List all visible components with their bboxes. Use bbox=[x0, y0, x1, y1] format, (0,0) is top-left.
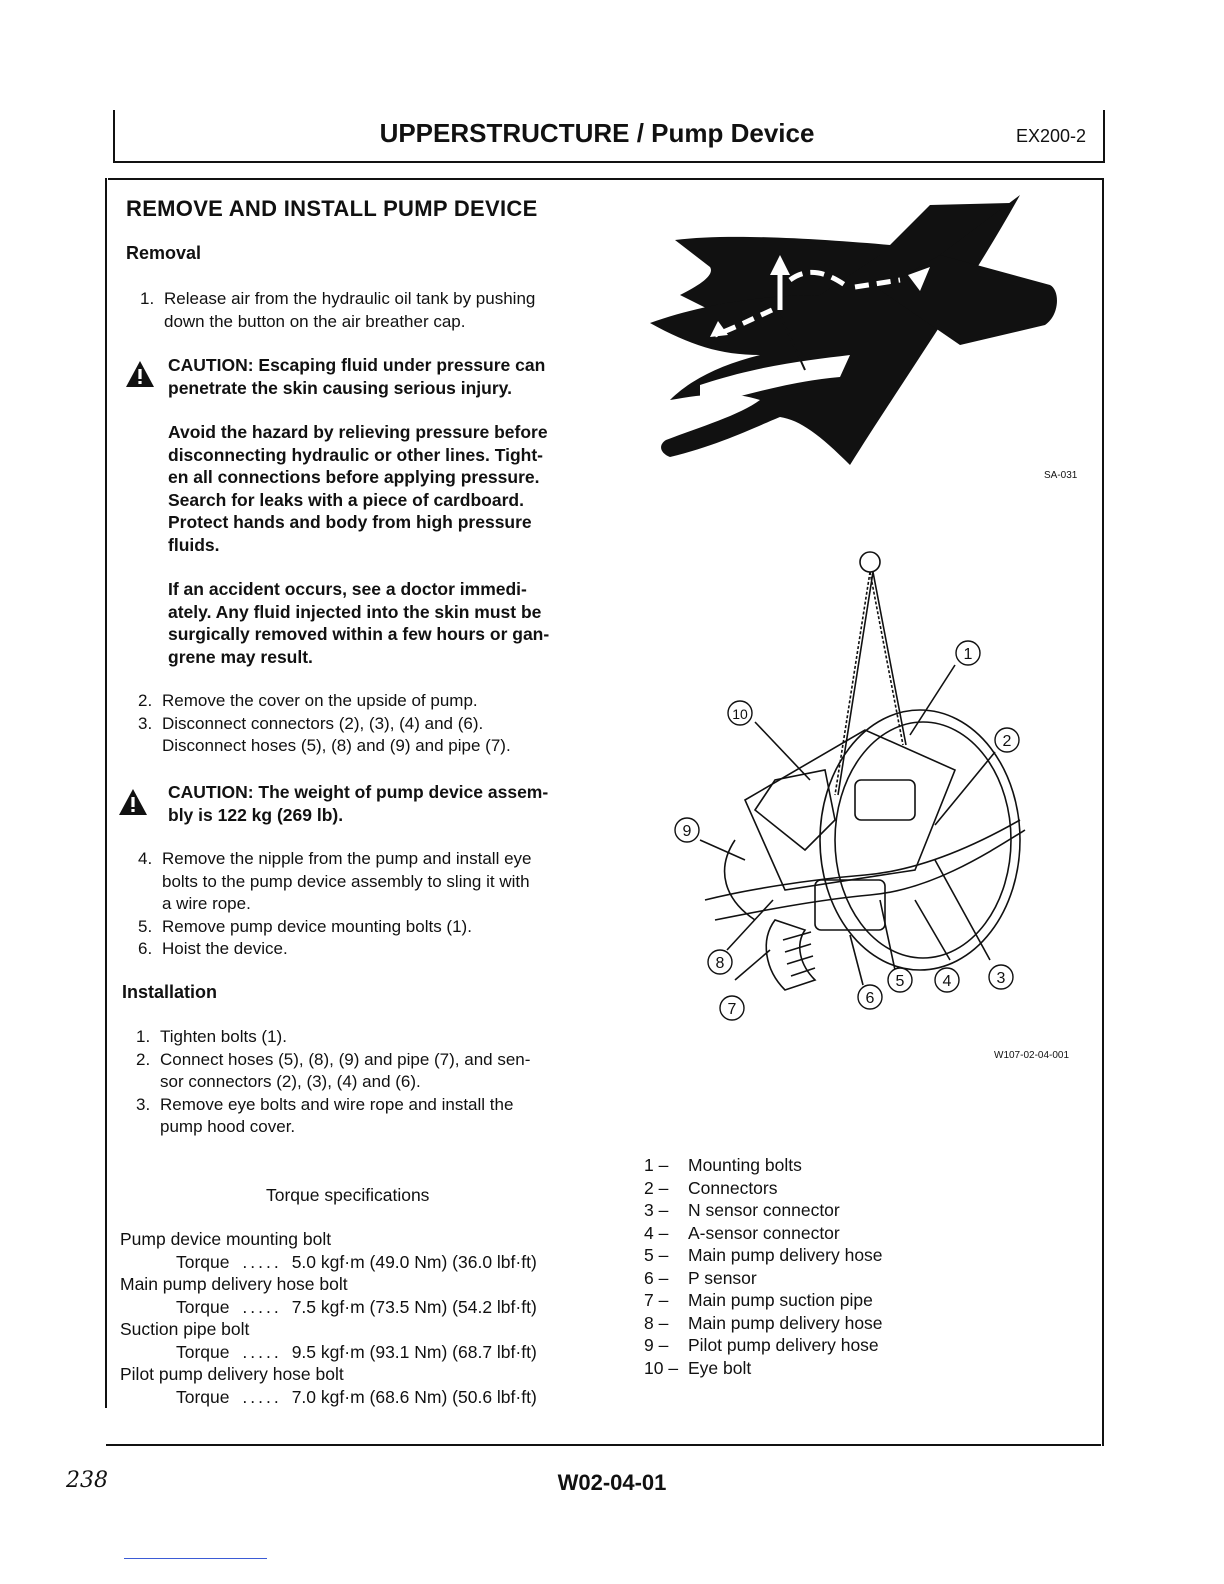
page-title: UPPERSTRUCTURE / Pump Device bbox=[379, 118, 815, 148]
caution-block-2 bbox=[168, 781, 598, 826]
caution-line: grene may result. bbox=[168, 646, 313, 667]
caution-line: bly is 122 kg (269 lb). bbox=[168, 804, 344, 825]
caution-line: Search for leaks with a piece of cardboard. bbox=[168, 489, 524, 510]
page-code: W02-04-01 bbox=[557, 1470, 667, 1495]
step-text-cont: a wire rope. bbox=[162, 894, 251, 913]
handwritten-page-number: 238 bbox=[66, 1468, 108, 1493]
torque-value: 5.0 kgf·m (49.0 Nm) (36.0 lbf·ft) bbox=[291, 1251, 537, 1272]
callout-9: 9 bbox=[682, 823, 692, 840]
installation-heading: Installation bbox=[122, 982, 218, 1002]
caution-block-1 bbox=[168, 354, 598, 399]
parts-legend bbox=[644, 1154, 883, 1379]
legend-label: Pilot pump delivery hose bbox=[688, 1335, 879, 1355]
torque-item-row bbox=[120, 1341, 600, 1364]
legend-num: 9 – bbox=[644, 1335, 669, 1355]
pump-device-diagram bbox=[665, 540, 1045, 1040]
step-text-cont: down the button on the air breather cap. bbox=[164, 311, 466, 331]
torque-value: 9.5 kgf·m (93.1 Nm) (68.7 lbf·ft) bbox=[291, 1341, 537, 1362]
caution-line: surgically removed within a few hours or gan- bbox=[168, 624, 550, 644]
figure1-code: SA-031 bbox=[1044, 470, 1078, 481]
step-text: Connect hoses (5), (8), (9) and pipe (7), and sen- bbox=[160, 1049, 531, 1069]
caution-line: CAUTION: Escaping fluid under pressure can bbox=[168, 355, 546, 375]
torque-item-row bbox=[120, 1251, 600, 1274]
hazard-hand-illustration bbox=[640, 195, 1090, 470]
legend-label: Eye bolt bbox=[688, 1357, 752, 1378]
legend-row bbox=[644, 1267, 883, 1290]
torque-table bbox=[120, 1228, 600, 1408]
torque-item-name: Pilot pump delivery hose bolt bbox=[120, 1364, 344, 1384]
torque-dots: ..... bbox=[242, 1296, 282, 1317]
legend-label: Connectors bbox=[688, 1177, 778, 1198]
legend-label: A-sensor connector bbox=[688, 1222, 840, 1243]
torque-item-name: Pump device mounting bolt bbox=[120, 1229, 332, 1249]
removal-steps-4-6 bbox=[138, 848, 608, 961]
content-frame-left bbox=[105, 178, 107, 1408]
step-number: 5. bbox=[138, 916, 153, 936]
removal-steps-2-3 bbox=[138, 690, 608, 758]
step-text-cont: bolts to the pump device assembly to sling it with bbox=[162, 871, 530, 891]
legend-row bbox=[644, 1154, 883, 1177]
step-text: Tighten bolts (1). bbox=[160, 1027, 287, 1046]
caution-paragraph-1 bbox=[168, 421, 598, 556]
callout-3: 3 bbox=[996, 970, 1006, 987]
caution-line: en all connections before applying pressure. bbox=[168, 467, 540, 487]
footer-blue-rule bbox=[124, 1558, 267, 1559]
torque-item-name: Suction pipe bolt bbox=[120, 1319, 250, 1339]
legend-num: 1 – bbox=[644, 1155, 669, 1175]
caution-line: disconnecting hydraulic or other lines. Tight- bbox=[168, 444, 543, 465]
callout-8: 8 bbox=[715, 955, 725, 972]
torque-label: Torque bbox=[176, 1296, 230, 1317]
step-number: 2. bbox=[136, 1049, 151, 1069]
header-divider bbox=[113, 161, 1105, 163]
removal-step-1 bbox=[140, 288, 600, 333]
step-text: Remove the nipple from the pump and install eye bbox=[162, 849, 532, 868]
figure2-code: W107-02-04-001 bbox=[994, 1050, 1070, 1061]
caution-line: fluids. bbox=[168, 534, 220, 555]
callout-7: 7 bbox=[727, 1001, 737, 1018]
torque-item-name: Main pump delivery hose bolt bbox=[120, 1274, 348, 1294]
caution-line: If an accident occurs, see a doctor immedi- bbox=[168, 579, 527, 599]
legend-row bbox=[644, 1199, 883, 1222]
legend-num: 10 – bbox=[644, 1357, 679, 1378]
torque-item-row bbox=[120, 1296, 600, 1319]
step-text: Remove eye bolts and wire rope and install the bbox=[160, 1094, 514, 1114]
step-number: 1. bbox=[136, 1027, 151, 1046]
torque-dots: ..... bbox=[242, 1386, 282, 1407]
legend-label: Main pump delivery hose bbox=[688, 1312, 883, 1333]
caution-line: penetrate the skin causing serious injury. bbox=[168, 377, 512, 398]
content-frame-bottom bbox=[106, 1444, 1101, 1446]
legend-label: Main pump delivery hose bbox=[688, 1245, 883, 1265]
torque-label: Torque bbox=[176, 1251, 230, 1272]
callout-6: 6 bbox=[865, 990, 875, 1007]
legend-row bbox=[644, 1334, 883, 1357]
caution-line: Avoid the hazard by relieving pressure before bbox=[168, 422, 548, 442]
legend-num: 2 – bbox=[644, 1177, 669, 1198]
legend-row bbox=[644, 1244, 883, 1267]
installation-steps bbox=[136, 1026, 606, 1139]
caution-line: CAUTION: The weight of pump device assem- bbox=[168, 782, 549, 802]
callout-2: 2 bbox=[1002, 733, 1012, 750]
step-number: 1. bbox=[140, 289, 155, 308]
legend-num: 6 – bbox=[644, 1267, 669, 1288]
step-text: Remove the cover on the upside of pump. bbox=[162, 691, 478, 710]
legend-num: 3 – bbox=[644, 1200, 669, 1220]
torque-dots: ..... bbox=[242, 1251, 282, 1272]
model-code: EX200-2 bbox=[1016, 126, 1087, 146]
step-number: 3. bbox=[138, 713, 153, 733]
section-title: REMOVE AND INSTALL PUMP DEVICE bbox=[126, 196, 538, 221]
legend-num: 4 – bbox=[644, 1222, 669, 1243]
torque-label: Torque bbox=[176, 1386, 230, 1407]
legend-row bbox=[644, 1222, 883, 1245]
caution-line: ately. Any fluid injected into the skin must be bbox=[168, 601, 542, 622]
caution-paragraph-2 bbox=[168, 578, 598, 668]
step-text: Remove pump device mounting bolts (1). bbox=[162, 916, 472, 936]
legend-num: 7 – bbox=[644, 1290, 669, 1310]
torque-item-row bbox=[120, 1386, 600, 1409]
step-number: 6. bbox=[138, 939, 153, 958]
legend-label: P sensor bbox=[688, 1267, 757, 1288]
removal-heading: Removal bbox=[126, 243, 202, 263]
legend-num: 5 – bbox=[644, 1245, 669, 1265]
torque-title: Torque specifications bbox=[266, 1185, 430, 1205]
step-text: Hoist the device. bbox=[162, 939, 288, 958]
step-text: Disconnect connectors (2), (3), (4) and (6). bbox=[162, 713, 484, 733]
callout-1: 1 bbox=[963, 646, 973, 663]
step-number: 3. bbox=[136, 1094, 151, 1114]
legend-num: 8 – bbox=[644, 1312, 669, 1333]
torque-dots: ..... bbox=[242, 1341, 282, 1362]
callout-10: 10 bbox=[732, 706, 748, 722]
legend-label: N sensor connector bbox=[688, 1200, 840, 1220]
callout-5: 5 bbox=[895, 973, 905, 990]
step-number: 2. bbox=[138, 691, 153, 710]
legend-row bbox=[644, 1357, 883, 1380]
step-text-cont: pump hood cover. bbox=[160, 1117, 296, 1136]
legend-row bbox=[644, 1177, 883, 1200]
torque-value: 7.5 kgf·m (73.5 Nm) (54.2 lbf·ft) bbox=[291, 1296, 537, 1317]
legend-label: Mounting bolts bbox=[688, 1155, 802, 1175]
callout-4: 4 bbox=[942, 973, 952, 990]
legend-row bbox=[644, 1312, 883, 1335]
legend-label: Main pump suction pipe bbox=[688, 1290, 873, 1310]
warning-icon bbox=[118, 788, 148, 816]
step-text-cont: Disconnect hoses (5), (8) and (9) and pipe (7). bbox=[162, 736, 511, 755]
legend-row bbox=[644, 1289, 883, 1312]
torque-label: Torque bbox=[176, 1341, 230, 1362]
warning-icon bbox=[125, 360, 155, 388]
torque-value: 7.0 kgf·m (68.6 Nm) (50.6 lbf·ft) bbox=[291, 1386, 537, 1407]
step-text-cont: sor connectors (2), (3), (4) and (6). bbox=[160, 1072, 421, 1091]
step-number: 4. bbox=[138, 849, 153, 868]
step-text: Release air from the hydraulic oil tank by pushing bbox=[164, 289, 536, 308]
caution-line: Protect hands and body from high pressure bbox=[168, 512, 532, 532]
